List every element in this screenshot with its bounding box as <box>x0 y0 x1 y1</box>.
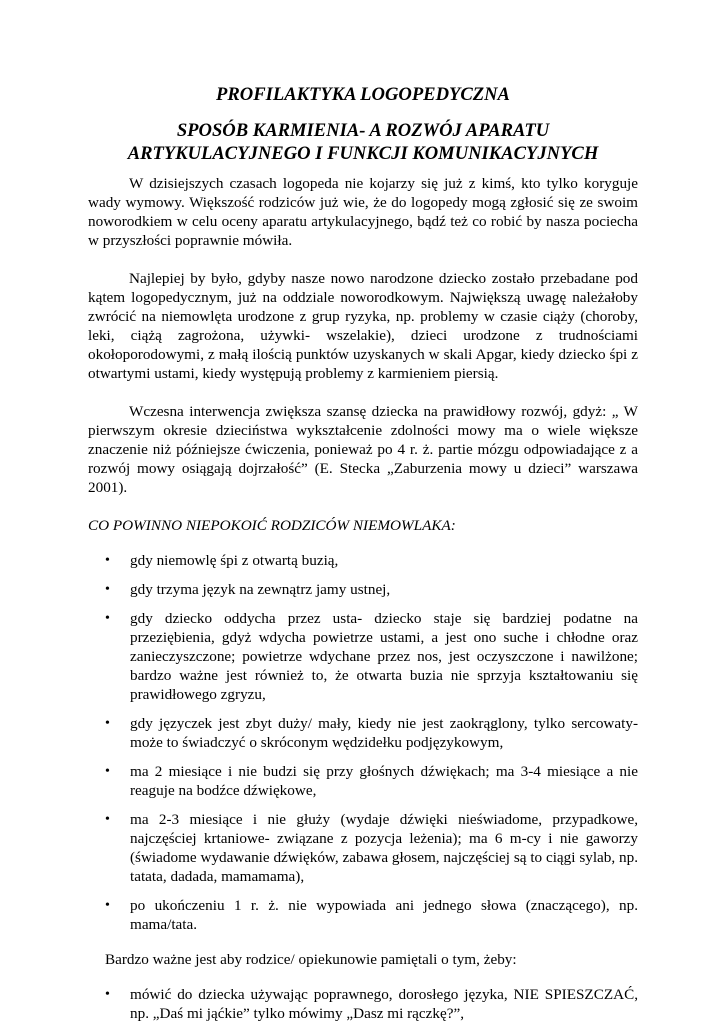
document-subtitle: SPOSÓB KARMIENIA- A ROZWÓJ APARATU ARTYKULACYJNEGO I FUNKCJI KOMUNIKACYJNYCH <box>127 120 599 164</box>
list-item <box>88 985 638 1023</box>
list-item <box>88 714 638 752</box>
list-item <box>88 580 638 599</box>
paragraph: Najlepiej by było, gdyby nasze nowo narodzone dziecko zostało przebadane pod kątem logopedycznym, już na oddziale noworodkowym. Największą uwagę należałoby zwrócić na niemowlęta urodzone z grup ryzyka, np. problemy w czasie ciąży (choroby, leki, ciążą zagrożona, używki- wszelakie), dzieci urodzone z trudnościami okołoporodowymi, z małą ilością punktów uzyskanych w skali Apgar, kiedy dziecko śpi z otwartymi ustami, kiedy występują problemy z karmieniem piersią. <box>88 270 638 382</box>
bullet-icon: • <box>105 716 110 731</box>
list-item-text: po ukończeniu 1 r. ż. nie wypowiada ani jednego słowa (znaczącego), np. mama/tata. <box>130 897 638 933</box>
concerns-list <box>88 551 638 934</box>
list-item <box>88 810 638 886</box>
list-item-text: gdy dziecko oddycha przez usta- dziecko staje się bardziej podatne na przeziębienia, gdyż wdycha powietrze ustami, a jest ono suche i chłodne oraz zanieczyszczone; powietrze wdychane przez nos, jest oczyszczone i nawilżone; bardzo ważne jest również to, że otwarta buzia nie sprzyja kształtowaniu się prawidłowego zgryzu, <box>130 610 638 703</box>
bullet-icon: • <box>105 987 110 1002</box>
bullet-icon: • <box>105 812 110 827</box>
list-item <box>88 762 638 800</box>
list-item <box>88 551 638 570</box>
document-content <box>88 84 638 1023</box>
document-title: PROFILAKTYKA LOGOPEDYCZNA <box>216 84 510 105</box>
bullet-icon: • <box>105 582 110 597</box>
paragraph: W dzisiejszych czasach logopeda nie kojarzy się już z kimś, kto tylko koryguje wady wymowy. Większość rodziców już wie, że do logopedy mogą zgłosić się ze swoim noworodkiem w celu oceny aparatu artykulacyjnego, bądź też co robić by nasza pociecha w przyszłości poprawnie mówiła. <box>88 175 638 249</box>
advice-intro: Bardzo ważne jest aby rodzice/ opiekunowie pamiętali o tym, żeby: <box>105 951 517 968</box>
bullet-icon: • <box>105 553 110 568</box>
section-heading: CO POWINNO NIEPOKOIĆ RODZICÓW NIEMOWLAKA: <box>88 517 456 534</box>
paragraph: Wczesna interwencja zwiększa szansę dziecka na prawidłowy rozwój, gdyż: „ W pierwszym okresie dzieciństwa wykształcenie zdolności mowy ma o wiele większe znaczenie niż późniejsze ćwiczenia, ponieważ po 4 r. ż. partie mózgu odpowiadające z a rozwój mowy osiągają dojrzałość” (E. Stecka „Zaburzenia mowy u dzieci” warszawa 2001). <box>88 403 638 496</box>
list-item-text: gdy trzyma język na zewnątrz jamy ustnej, <box>130 581 391 598</box>
bullet-icon: • <box>105 898 110 913</box>
list-item <box>88 609 638 704</box>
list-item-text: ma 2 miesiące i nie budzi się przy głośnych dźwiękach; ma 3-4 miesiące a nie reaguje na bodźce dźwiękowe, <box>130 763 638 799</box>
advice-list <box>88 985 638 1023</box>
bullet-icon: • <box>105 764 110 779</box>
list-item <box>88 896 638 934</box>
bullet-icon: • <box>105 611 110 626</box>
list-item-text: gdy niemowlę śpi z otwartą buzią, <box>130 552 339 569</box>
list-item-text: mówić do dziecka używając poprawnego, dorosłego języka, NIE SPIESZCZAĆ, np. „Daś mi jąćkie” tylko mówimy „Dasz mi rączkę?”, <box>130 986 638 1022</box>
list-item-text: ma 2-3 miesiące i nie głuży (wydaje dźwięki nieświadome, przypadkowe, najczęściej krtaniowe- związane z pozycja leżenia); ma 6 m-cy i nie gaworzy (świadome wydawanie dźwięków, zabawa głosem, najczęściej są to ciągi sylab, np. tatata, dadada, mamamama), <box>130 811 638 885</box>
list-item-text: gdy języczek jest zbyt duży/ mały, kiedy nie jest zaokrąglony, tylko sercowaty- może to świadczyć o skróconym wędzidełku podjęzykowym, <box>130 715 638 751</box>
